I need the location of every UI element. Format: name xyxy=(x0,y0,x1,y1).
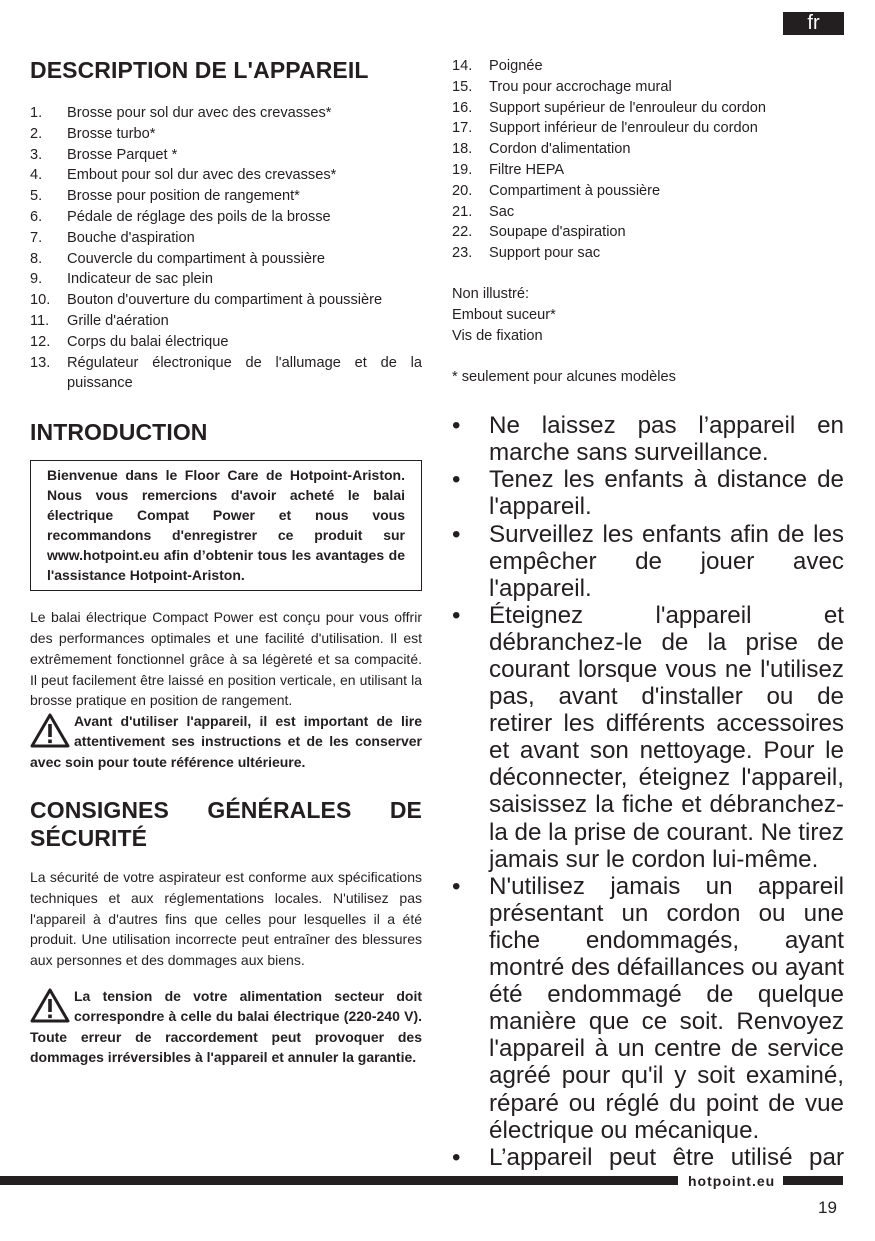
list-item xyxy=(30,207,422,228)
warning-icon xyxy=(30,713,70,749)
item-text: Brosse pour position de rangement* xyxy=(67,188,300,205)
item-text: Support pour sac xyxy=(489,245,601,262)
item-text: Couvercle du compartiment à poussière xyxy=(67,250,325,267)
voltage-warning: La tension de votre alimentation secteur doit correspondre à celle du balai électrique (220-240 V). Toute erreur de raccordement peut provoquer des dommages irréversibles à l'appareil et annuler la garantie. xyxy=(30,988,422,1065)
list-item xyxy=(452,243,844,264)
item-text: Corps du balai électrique xyxy=(67,333,229,350)
list-item xyxy=(452,77,844,98)
welcome-box: Bienvenue dans le Floor Care de Hotpoint-Ariston. Nous vous remercions d'avoir acheté le balai électrique Compat Power et nous vous recommandons d'enregistrer ce produit sur www.hotpoint.eu afin d’obtenir tous les avantages de l'assistance Hotpoint-Ariston. xyxy=(30,460,422,591)
list-item xyxy=(452,202,844,223)
footer-bar xyxy=(0,1176,678,1185)
item-number: 18. xyxy=(452,141,473,158)
item-number: 2. xyxy=(30,125,43,142)
list-item xyxy=(30,186,422,207)
bullet-text: Surveillez les enfants afin de les empêcher de jouer avec l'appareil. xyxy=(489,520,844,602)
warning-icon xyxy=(30,988,70,1024)
right-column xyxy=(452,56,844,1171)
item-text: Régulateur électronique de l'allumage et de la puissance xyxy=(67,354,422,392)
left-column xyxy=(30,56,422,1067)
item-text: Brosse turbo* xyxy=(67,125,156,142)
item-text: Trou pour accrochage mural xyxy=(489,78,672,95)
item-text: Poignée xyxy=(489,58,543,74)
item-text: Support inférieur de l'enrouleur du cordon xyxy=(489,120,758,137)
item-number: 4. xyxy=(30,167,43,184)
safety-body: La sécurité de votre aspirateur est conforme aux spécifications techniques et aux réglementations locales. N'utilisez pas l'appareil à d'autres fins que celles pour lesquelles il a été produit. Une utilisation incorrecte peut entraîner des blessures aux personnes et des dommages aux biens. xyxy=(30,869,422,969)
bullet-text: Ne laissez pas l’appareil en marche sans surveillance. xyxy=(489,412,844,467)
item-text: Sac xyxy=(489,203,515,220)
bullet-marker: • xyxy=(452,872,461,900)
item-text: Bouton d'ouverture du compartiment à poussière xyxy=(67,292,383,309)
bullet-text: N'utilisez jamais un appareil présentant un cordon ou une fiche endommagés, ayant montré des défaillances ou ayant été endommagé de quelque manière que ce soit. Renvoyez l'appareil à un centre de service agréé pour qu'il y soit examiné, réparé ou réglé du point de vue électrique ou mécanique. xyxy=(489,872,844,1144)
introduction-body: Le balai électrique Compact Power est conçu pour vous offrir des performances optimales et une facilité d'utilisation. Il est extrêmement fonctionnel grâce à sa légèreté et sa compacité. Il peut facilement être laissé en position verticale, en utilisant la brosse pratique en position de rangement. xyxy=(30,609,422,709)
item-number: 12. xyxy=(30,333,51,350)
item-number: 19. xyxy=(452,161,473,178)
item-text: Brosse pour sol dur avec des crevasses* xyxy=(67,105,332,121)
item-number: 1. xyxy=(30,105,43,121)
list-item xyxy=(30,165,422,186)
bullet-text: Tenez les enfants à distance de l'appareil. xyxy=(489,466,844,521)
item-number: 11. xyxy=(30,312,50,329)
item-text: Filtre HEPA xyxy=(489,161,565,178)
list-item xyxy=(452,160,844,181)
safety-bullet xyxy=(452,412,844,466)
item-number: 15. xyxy=(452,78,473,95)
item-number: 9. xyxy=(30,271,43,288)
safety-bullet xyxy=(452,521,844,602)
bullet-marker: • xyxy=(452,466,461,494)
item-text: Indicateur de sac plein xyxy=(67,271,214,288)
list-item xyxy=(30,311,422,332)
item-text: Support supérieur de l'enrouleur du cordon xyxy=(489,99,767,116)
item-number: 16. xyxy=(452,99,473,116)
bullet-marker: • xyxy=(452,1143,461,1171)
item-number: 21. xyxy=(452,203,473,220)
not-shown-item: Vis de fixation xyxy=(452,327,543,344)
list-item xyxy=(30,228,422,249)
item-text: Pédale de réglage des poils de la brosse xyxy=(67,208,331,225)
bullet-marker: • xyxy=(452,412,461,440)
list-item xyxy=(30,103,422,124)
item-number: 5. xyxy=(30,188,43,205)
item-number: 14. xyxy=(452,58,473,74)
safety-bullet xyxy=(452,466,844,520)
list-item xyxy=(452,118,844,139)
safety-bullet xyxy=(452,602,844,873)
list-item xyxy=(30,124,422,145)
footer-bar-right xyxy=(783,1176,843,1185)
item-number: 10. xyxy=(30,292,51,309)
list-item xyxy=(452,181,844,202)
item-number: 23. xyxy=(452,245,473,262)
list-item xyxy=(30,145,422,166)
list-item xyxy=(452,98,844,119)
item-number: 20. xyxy=(452,182,473,199)
safety-bullet xyxy=(452,1144,844,1171)
parts-list-left xyxy=(30,103,422,394)
item-text: Compartiment à poussière xyxy=(489,182,661,199)
item-number: 6. xyxy=(30,208,43,225)
bullet-text: L’appareil peut être utilisé par xyxy=(489,1143,844,1171)
item-text: Cordon d'alimentation xyxy=(489,141,631,158)
language-tab: fr xyxy=(783,12,844,35)
item-text: Grille d'aération xyxy=(67,312,169,329)
not-shown-label: Non illustré: xyxy=(452,285,530,302)
item-number: 13. xyxy=(30,354,51,371)
item-text: Embout pour sol dur avec des crevasses* xyxy=(67,167,337,184)
list-item xyxy=(30,332,422,353)
list-item xyxy=(30,269,422,290)
bullet-text: Éteignez l'appareil et débranchez-le de la prise de courant lorsque vous ne l'utilisez pas, avant d'installer ou de retirer les différents accessoires et avant son nettoyage. Pour le déconnecter, éteignez l'appareil, saisissez la fiche et débranchez-la de la prise de courant. Ne tirez jamais sur le cordon lui-même. xyxy=(489,601,844,873)
footnote: * seulement pour alcunes modèles xyxy=(452,369,676,386)
item-text: Bouche d'aspiration xyxy=(67,229,195,246)
description-title: DESCRIPTION DE L'APPAREIL xyxy=(30,57,369,83)
list-item xyxy=(452,139,844,160)
footer-brand: hotpoint.eu xyxy=(688,1173,776,1189)
item-text: Soupape d'aspiration xyxy=(489,224,626,241)
item-number: 8. xyxy=(30,250,43,267)
list-item xyxy=(30,290,422,311)
bullet-marker: • xyxy=(452,520,461,548)
introduction-warning: Avant d'utiliser l'appareil, il est important de lire attentivement ses instructions et de les conserver avec soin pour toute référence ultérieure. xyxy=(30,713,422,770)
parts-list-right xyxy=(452,56,844,264)
item-text: Brosse Parquet * xyxy=(67,146,178,163)
bullet-marker: • xyxy=(452,601,461,629)
list-item xyxy=(30,249,422,270)
safety-title: CONSIGNES GÉNÉRALES DE SÉCURITÉ xyxy=(30,797,422,852)
list-item xyxy=(452,56,844,77)
item-number: 3. xyxy=(30,146,43,163)
item-number: 7. xyxy=(30,229,43,246)
introduction-title: INTRODUCTION xyxy=(30,419,208,446)
safety-bullets xyxy=(452,412,844,1171)
list-item xyxy=(30,353,422,395)
page-number: 19 xyxy=(818,1198,837,1217)
not-shown-item: Embout suceur* xyxy=(452,306,556,323)
item-number: 17. xyxy=(452,120,473,137)
list-item xyxy=(452,222,844,243)
item-number: 22. xyxy=(452,224,473,241)
safety-bullet xyxy=(452,873,844,1144)
